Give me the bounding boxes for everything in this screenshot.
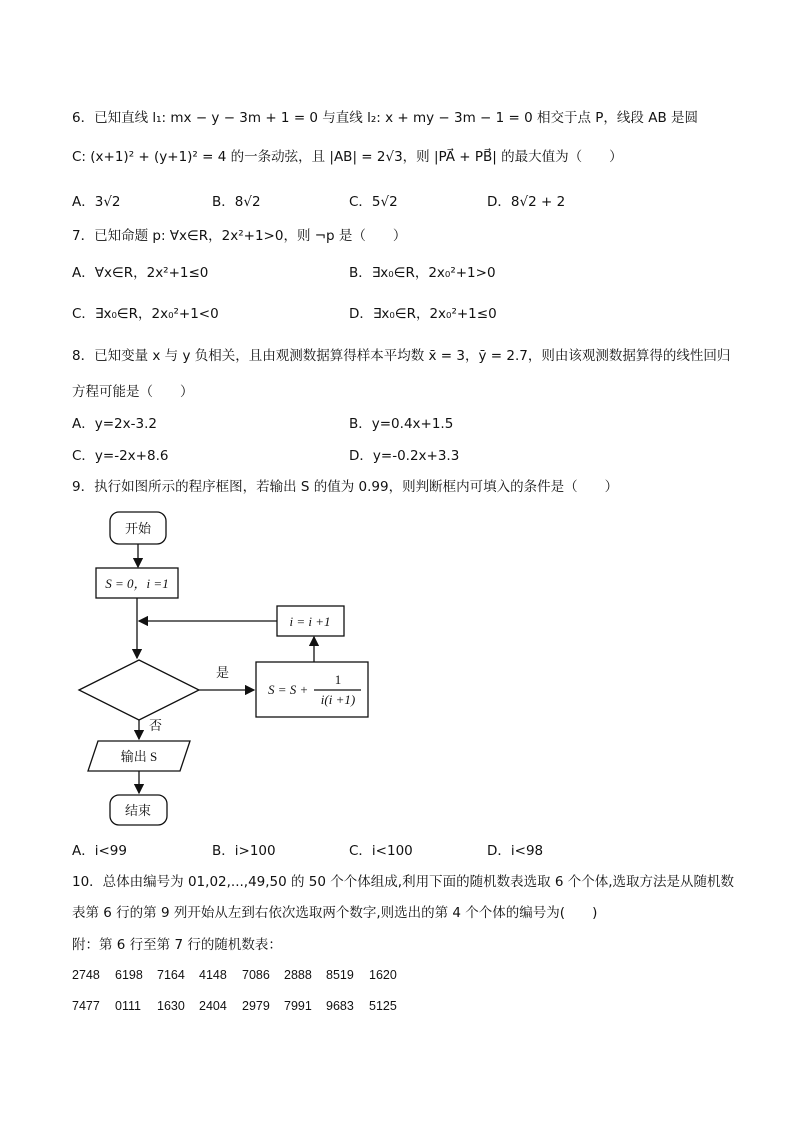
q10-line1: 10．总体由编号为 01,02,...,49,50 的 50 个个体组成,利用下面的随机数表选取 6 个个体,选取方法是从随机数 xyxy=(72,874,735,890)
flow-no-label: 否 xyxy=(149,718,163,733)
flow-output-box xyxy=(88,741,190,771)
q8-option-d: D．y=-0.2x+3.3 xyxy=(349,448,460,464)
random-number: 1620 xyxy=(369,968,397,982)
flow-increment-label: i = i +1 xyxy=(289,614,331,629)
q8-option-a: A．y=2x-3.2 xyxy=(72,416,157,432)
random-number: 2748 xyxy=(72,968,100,982)
q7-option-d: D．∃x₀∈R，2x₀²+1≤0 xyxy=(349,306,497,322)
q8-line1: 8．已知变量 x 与 y 负相关，且由观测数据算得样本平均数 x̄ = 3，ȳ = 2.7，则由该观测数据算得的线性回归 xyxy=(72,348,731,364)
flow-end-box xyxy=(110,795,167,825)
q6-line2 xyxy=(72,148,623,166)
random-number: 9683 xyxy=(326,999,354,1013)
random-number: 7991 xyxy=(284,999,312,1013)
q6-option-b: B．8√2 xyxy=(212,194,261,210)
q7-option-b: B．∃x₀∈R，2x₀²+1>0 xyxy=(349,265,496,281)
q10-line2: 表第 6 行的第 9 列开始从左到右依次选取两个数字,则选出的第 4 个个体的编号为( ) xyxy=(72,905,598,921)
q6-option-a: A．3√2 xyxy=(72,194,121,210)
q6-option-d: D．8√2 + 2 xyxy=(487,194,566,210)
flow-update-lhs: S = S + xyxy=(268,682,309,697)
q9-line1: 9．执行如图所示的程序框图，若输出 S 的值为 0.99，则判断框内可填入的条件是（ ） xyxy=(72,479,619,495)
q7-line1: 7．已知命题 p: ∀x∈R，2x²+1>0，则 ¬p 是（ ） xyxy=(72,228,407,244)
random-number: 1630 xyxy=(157,999,185,1013)
flow-yes-label: 是 xyxy=(216,665,230,680)
flow-update-num: 1 xyxy=(334,672,342,687)
q6-line1 xyxy=(72,109,698,127)
q9-option-d: D．i<98 xyxy=(487,843,544,859)
q7-option-c: C．∃x₀∈R，2x₀²+1<0 xyxy=(72,306,219,322)
flow-start-label: 开始 xyxy=(124,521,152,536)
flow-init-label: S = 0，i =1 xyxy=(105,576,169,591)
flow-decision-diamond xyxy=(79,660,199,720)
flow-update-box xyxy=(256,662,368,717)
random-number: 0111 xyxy=(115,999,141,1013)
random-number: 7086 xyxy=(242,968,270,982)
random-number: 2979 xyxy=(242,999,270,1013)
q10-line3: 附：第 6 行至第 7 行的随机数表： xyxy=(72,937,282,953)
random-number: 4148 xyxy=(199,968,227,982)
flow-start-box xyxy=(110,512,166,544)
flow-update-den: i(i +1) xyxy=(320,692,356,707)
random-number: 8519 xyxy=(326,968,354,982)
flow-increment-box xyxy=(277,606,344,636)
q9-option-a: A．i<99 xyxy=(72,843,127,859)
random-number: 7164 xyxy=(157,968,185,982)
q8-option-c: C．y=-2x+8.6 xyxy=(72,448,169,464)
flow-end-label: 结束 xyxy=(124,803,152,818)
q9-option-b: B．i>100 xyxy=(212,843,276,859)
q8-option-b: B．y=0.4x+1.5 xyxy=(349,416,454,432)
q6-text-2: C: (x+1)² + (y+1)² = 4 的一条动弦，且 |AB| = 2√3，则 |PA⃗ + PB⃗| 的最大值为（ ） xyxy=(72,149,623,165)
q8-line2: 方程可能是（ ） xyxy=(72,384,194,400)
random-number: 6198 xyxy=(115,968,143,982)
q7-option-a: A．∀x∈R，2x²+1≤0 xyxy=(72,265,209,281)
q6-option-c: C．5√2 xyxy=(349,194,398,210)
flow-init-box xyxy=(96,568,178,598)
random-number: 2404 xyxy=(199,999,227,1013)
flow-output-label: 输出 S xyxy=(120,749,158,764)
q9-option-c: C．i<100 xyxy=(349,843,413,859)
random-number: 5125 xyxy=(369,999,397,1013)
random-number: 7477 xyxy=(72,999,100,1013)
random-number: 2888 xyxy=(284,968,312,982)
q6-text-1: 6．已知直线 l₁: mx − y − 3m + 1 = 0 与直线 l₂: x + my − 3m − 1 = 0 相交于点 P，线段 AB 是圆 xyxy=(72,110,699,126)
